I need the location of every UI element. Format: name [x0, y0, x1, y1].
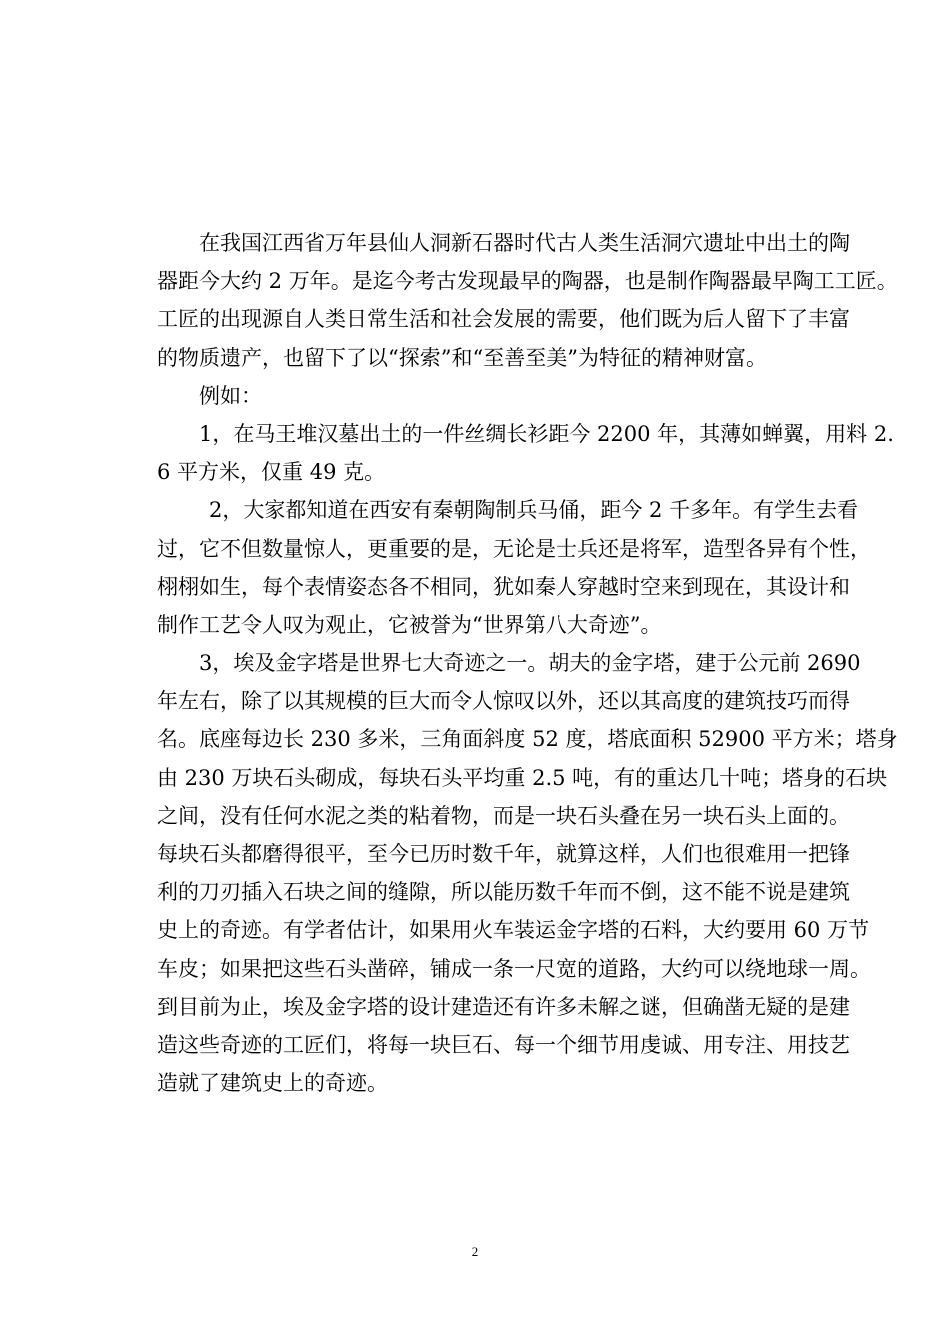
- text-line: 名。底座每边长 230 多米，三角面斜度 52 度，塔底面积 52900 平方米；塔身: [157, 727, 898, 752]
- text-line: 史上的奇迹。有学者估计，如果用火车装运金字塔的石料，大约要用 60 万节: [157, 918, 870, 943]
- text-line: 由 230 万块石头砌成，每块石头平均重 2.5 吨，有的重达几十吨；塔身的石块: [157, 765, 888, 790]
- text-line: 过，它不但数量惊人，更重要的是，无论是士兵还是将军，造型各异有个性，: [157, 536, 871, 561]
- text-line: 车皮；如果把这些石头凿碎，铺成一条一尺宽的道路，大约可以绕地球一周。: [157, 956, 871, 981]
- page-number: 2: [471, 1244, 479, 1259]
- paragraph-example-3: [157, 644, 907, 1102]
- text-line: 例如：: [199, 383, 262, 408]
- paragraph-intro: [157, 224, 907, 377]
- text-line: 在我国江西省万年县仙人洞新石器时代古人类生活洞穴遗址中出土的陶: [199, 231, 850, 255]
- text-line: 每块石头都磨得很平，至今已历时数千年，就算这样，人们也很难用一把锋: [157, 842, 850, 866]
- text-line: 1，在马王堆汉墓出土的一件丝绸长衫距今 2200 年，其薄如蝉翼，用料 2.: [199, 421, 894, 446]
- paragraph-example-2: [157, 491, 907, 644]
- text-line: 造这些奇迹的工匠们，将每一块巨石、每一个细节用虔诚、用专注、用技艺: [157, 1032, 850, 1057]
- document-body: [157, 224, 907, 1102]
- text-line: 之间，没有任何水泥之类的粘着物，而是一块石头叠在另一块石头上面的。: [157, 803, 850, 828]
- paragraph-example-1: [157, 415, 907, 491]
- text-line: 器距今大约 2 万年。是迄今考古发现最早的陶器，也是制作陶器最早陶工工匠。: [157, 269, 898, 294]
- text-line: 栩栩如生，每个表情姿态各不相同，犹如秦人穿越时空来到现在，其设计和: [157, 574, 850, 599]
- text-line: 3，埃及金字塔是世界七大奇迹之一。胡夫的金字塔，建于公元前 2690: [199, 651, 861, 676]
- text-line: 到目前为止，埃及金字塔的设计建造还有许多未解之谜，但确凿无疑的是建: [157, 994, 850, 1019]
- text-line: 6 平方米，仅重 49 克。: [157, 460, 386, 485]
- text-line: 2，大家都知道在西安有秦朝陶制兵马俑，距今 2 千多年。有学生去看: [209, 498, 859, 523]
- text-line: 造就了建筑史上的奇迹。: [157, 1071, 388, 1096]
- text-line: 工匠的出现源自人类日常生活和社会发展的需要，他们既为后人留下了丰富: [157, 307, 850, 332]
- text-line: 年左右，除了以其规模的巨大而令人惊叹以外，还以其高度的建筑技巧而得: [157, 689, 850, 714]
- text-line: 的物质遗产，也留下了以“探索”和“至善至美”为特征的精神财富。: [157, 345, 767, 370]
- text-line: 制作工艺令人叹为观止，它被誉为“世界第八大奇迹”。: [157, 612, 662, 637]
- paragraph-example-heading: [157, 377, 907, 415]
- text-line: 利的刀刃插入石块之间的缝隙，所以能历数千年而不倒，这不能不说是建筑: [157, 880, 850, 905]
